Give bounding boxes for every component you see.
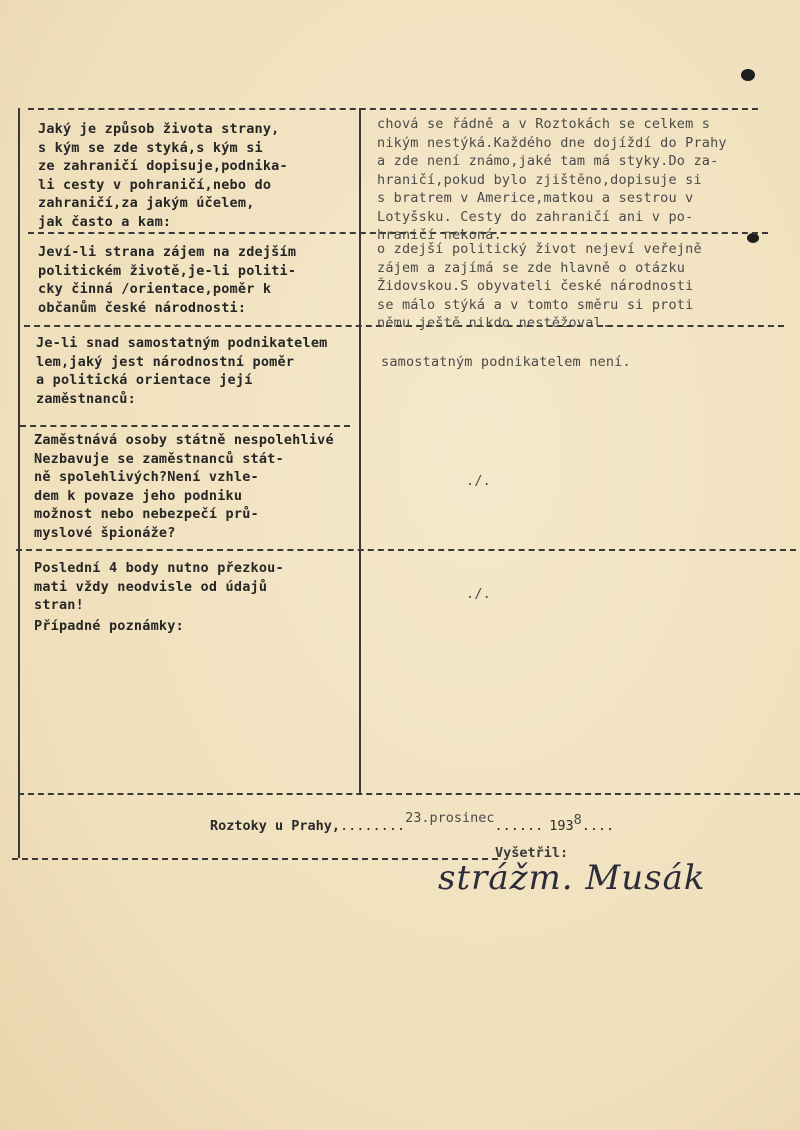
examiner-label: Vyšetřil:	[495, 845, 569, 861]
year: 193	[549, 818, 574, 834]
date-dots-before: ........	[340, 818, 406, 834]
row-divider-4	[16, 549, 796, 551]
table-bottom-border	[18, 793, 800, 795]
answer-politics: o zdejší politický život nejeví veřejně zájem a zajímá se zde hlavně o otázku Židovskou.S obyvateli české národnosti se málo stýká a v tomto směru si proti němu ještě nikdo nestěžoval.	[377, 241, 702, 331]
answer-employees: ./.	[466, 473, 491, 489]
year-digit: 8	[573, 812, 582, 828]
date-dots-after: ......	[494, 818, 544, 834]
table-top-border	[28, 108, 758, 110]
date: 23.prosinec	[405, 810, 495, 826]
place-date-line	[210, 810, 615, 834]
ink-blot-top	[741, 69, 755, 81]
left-border	[18, 108, 20, 858]
footer-bottom-border	[12, 858, 498, 860]
ink-blot-right	[747, 233, 759, 243]
remarks-label: Případné poznámky:	[34, 618, 184, 634]
answer-lifestyle: chová se řádně a v Roztokách se celkem s nikým nestýká.Každého dne dojíždí do Prahy a zde není známo,jaké tam má styky.Do za- hraničí,pokud bylo zjištěno,dopisuje si s bratrem v Americe,matkou a sestrou v Lotyšsku. Cesty do zahraničí ani v po- hraničí nekoná.	[377, 116, 727, 243]
question-politics: Jeví-li strana zájem na zdejším politickém životě,je-li politi- cky činná /orientace,poměr k občanům české národnosti:	[38, 244, 297, 316]
question-employees: Zaměstnává osoby státně nespolehlivé Nezbavuje se zaměstnanců stát- ně spolehlivých?Není vzhle- dem k povaze jeho podniku možnost nebo nebezpečí prů- myslové špionáže?	[34, 432, 334, 541]
answer-entrepreneur: samostatným podnikatelem není.	[381, 354, 631, 370]
handwritten-signature: strážm. Musák	[438, 858, 706, 898]
answer-verification-note: ./.	[466, 586, 491, 602]
question-entrepreneur: Je-li snad samostatným podnikatelem lem,jaký jest národnostní poměr a politická orientace její zaměstnanců:	[36, 335, 328, 407]
row-divider-3	[20, 425, 350, 427]
place: Roztoky u Prahy,	[210, 818, 341, 834]
question-lifestyle: Jaký je způsob života strany, s kým se zde styká,s kým si ze zahraničí dopisuje,podnika- li cesty v pohraničí,nebo do zahraničí,za jakým účelem, jak často a kam:	[38, 121, 288, 230]
column-divider	[359, 108, 361, 794]
question-verification-note: Poslední 4 body nutno přezkou- mati vždy neodvisle od údajů stran!	[34, 560, 284, 613]
year-dots: ....	[581, 818, 615, 834]
